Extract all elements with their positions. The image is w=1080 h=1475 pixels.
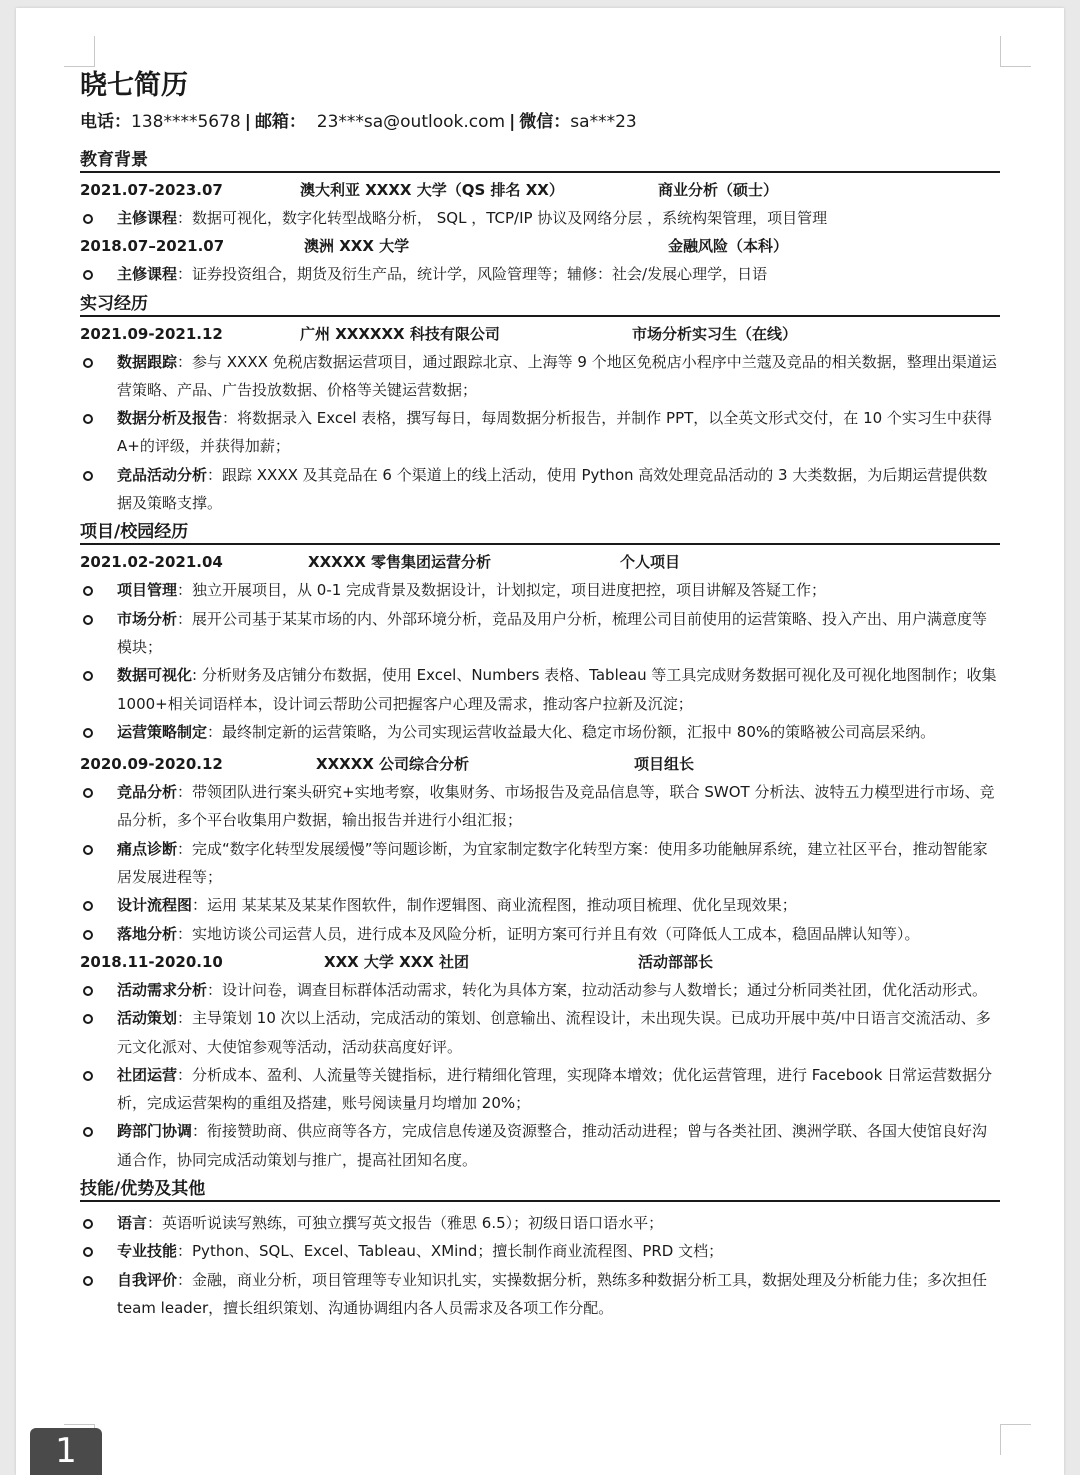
separator: |	[244, 112, 251, 132]
resume-title: 晓七简历	[80, 70, 188, 101]
item-label: 跨部门协调	[117, 1122, 193, 1141]
bullet-list	[80, 576, 1000, 746]
entry-date: 2018.07–2021.07	[80, 237, 225, 256]
list-item	[80, 976, 1000, 1004]
item-label: 活动需求分析	[117, 980, 208, 999]
item-label: 竞品活动分析	[117, 465, 208, 484]
list-item	[80, 1004, 1000, 1061]
entry-organization: 广州 XXXXXX 科技有限公司	[300, 324, 500, 343]
entry-role: 市场分析实习生（在线）	[632, 324, 798, 343]
item-text: ：设计问卷，调查目标群体活动需求，转化为具体方案，拉动活动参与人数增长；通过分析同类社团，优化活动形式。	[207, 980, 988, 999]
bullet-icon	[83, 788, 93, 798]
list-item	[80, 1209, 1000, 1237]
margin-corner-mark	[1000, 1424, 1031, 1455]
section-title-internship: 实习经历	[80, 289, 1000, 317]
item-label: 运营策略制定	[117, 722, 208, 741]
list-item	[80, 891, 1000, 919]
bullet-icon	[83, 214, 93, 224]
bullet-icon	[83, 845, 93, 855]
list-item	[80, 576, 1000, 604]
list-item	[80, 718, 1000, 746]
bullet-icon	[83, 1276, 93, 1286]
bullet-icon	[83, 471, 93, 481]
item-text: ：将数据录入 Excel 表格，撰写每日，每周数据分析报告，并制作 PPT，以全英文形式交付，在 10 个实习生中获得 A+的评级，并获得加薪；	[117, 409, 992, 456]
wechat-label: 微信：	[519, 112, 571, 132]
entry-header	[80, 232, 1000, 260]
bullet-icon	[83, 1014, 93, 1024]
item-label: 专业技能	[117, 1242, 178, 1261]
bullet-list	[80, 348, 1000, 518]
item-label: 市场分析	[117, 609, 178, 628]
contact-line	[80, 109, 1000, 135]
item-label: 自我评价	[117, 1270, 178, 1289]
item-text: ：金融，商业分析，项目管理等专业知识扎实，实操数据分析，熟练多种数据分析工具，数据处理及分析能力佳；多次担任 team leader，擅长组织策划、沟通协调组内各人员需求及各项工作分配。	[117, 1270, 988, 1317]
item-text: : 分析财务及店铺分布数据，使用 Excel、Numbers 表格、Tableau 等工具完成财务数据可视化及可视化地图制作；收集 1000+相关词语样本，设计词云帮助公司把握客户心理及需求，推动客户拉新及沉淀；	[117, 666, 997, 713]
list-item	[80, 260, 1000, 288]
entry-organization: 澳大利亚 XXXX 大学（QS 排名 XX）	[300, 181, 564, 199]
entry-date: 2021.09-2021.12	[80, 324, 223, 343]
item-label: 语言	[117, 1214, 148, 1233]
entry-header	[80, 548, 1000, 576]
entry-role: 项目组长	[634, 755, 695, 774]
entry-date: 2021.07-2023.07	[80, 181, 223, 199]
margin-corner-mark	[64, 36, 95, 67]
item-text: ：运用 某某某及某某作图软件，制作逻辑图、商业流程图，推动项目梳理、优化呈现效果；	[192, 896, 797, 915]
list-item	[80, 778, 1000, 835]
list-item	[80, 461, 1000, 518]
item-text: ：独立开展项目，从 0-1 完成背景及数据设计，计划拟定，项目进度把控，项目讲解及答疑工作；	[177, 581, 827, 600]
item-label: 数据跟踪	[117, 352, 178, 371]
section-title-skills: 技能/优势及其他	[80, 1174, 1000, 1202]
page-number-badge[interactable]: 1	[30, 1428, 102, 1475]
entry-role: 金融风险（本科）	[668, 237, 789, 256]
entry-organization: XXXXX 公司综合分析	[316, 755, 470, 774]
entry-organization: XXX 大学 XXX 社团	[324, 952, 470, 971]
bullet-icon	[83, 1247, 93, 1257]
bullet-icon	[83, 1127, 93, 1137]
entry-header	[80, 750, 1000, 778]
item-label: 活动策划	[117, 1009, 178, 1028]
bullet-icon	[83, 1071, 93, 1081]
entry-role: 活动部部长	[638, 952, 714, 971]
list-item	[80, 1061, 1000, 1118]
entry-date: 2020.09-2020.12	[80, 755, 223, 774]
item-label: 数据可视化	[117, 666, 193, 685]
item-label: 社团运营	[117, 1065, 178, 1084]
bullet-list	[80, 204, 1000, 232]
list-item	[80, 204, 1000, 232]
list-item	[80, 605, 1000, 662]
list-item	[80, 404, 1000, 461]
entry-role: 个人项目	[620, 553, 681, 572]
bullet-icon	[83, 270, 93, 280]
bullet-icon	[83, 901, 93, 911]
bullet-icon	[83, 930, 93, 940]
item-label: 落地分析	[117, 924, 178, 943]
phone-value: 138****5678	[131, 112, 241, 132]
item-text: ：实地访谈公司运营人员，进行成本及风险分析，证明方案可行并且有效（可降低人工成本，稳固品牌认知等）。	[177, 924, 920, 943]
section-title-projects: 项目/校园经历	[80, 517, 1000, 545]
item-text: ：Python、SQL、Excel、Tableau、XMind；擅长制作商业流程图、PRD 文档；	[177, 1242, 724, 1261]
separator: |	[509, 112, 516, 132]
bullet-icon	[83, 728, 93, 738]
item-text: ：完成“数字化转型发展缓慢”等问题诊断，为宜家制定数字化转型方案：使用多功能触屏系统，建立社区平台，推动智能家居发展进程等；	[117, 839, 988, 887]
item-text: ：主导策划 10 次以上活动，完成活动的策划、创意输出、流程设计，未出现失误。已成功开展中英/中日语言交流活动、多元文化派对、大使馆参观等活动，活动获高度好评。	[117, 1009, 991, 1056]
section-title-education: 教育背景	[80, 145, 1000, 173]
entry-role: 商业分析（硕士）	[658, 181, 779, 199]
bullet-icon	[83, 414, 93, 424]
entry-header	[80, 948, 1000, 976]
item-text: ：分析成本、盈利、人流量等关键指标，进行精细化管理，实现降本增效；优化运营管理，进行 Facebook 日常运营数据分析，完成运营架构的重组及搭建，账号阅读量月均增加 20%；	[117, 1065, 993, 1113]
resume-content	[80, 68, 1000, 1322]
item-label: 竞品分析	[117, 783, 178, 802]
list-item	[80, 1266, 1000, 1323]
item-text: ：参与 XXXX 免税店数据运营项目，通过跟踪北京、上海等 9 个地区免税店小程序中兰蔻及竞品的相关数据，整理出渠道运营策略、产品、广告投放数据、价格等关键运营数据；	[117, 352, 997, 399]
list-item	[80, 920, 1000, 948]
document-page	[16, 8, 1064, 1475]
bullet-list	[80, 976, 1000, 1174]
bullet-icon	[83, 1219, 93, 1229]
item-text: ：跟踪 XXXX 及其竞品在 6 个渠道上的线上活动，使用 Python 高效处理竞品活动的 3 大类数据，为后期运营提供数据及策略支撑。	[117, 465, 988, 513]
item-label: 主修课程	[117, 209, 178, 227]
item-text: ：展开公司基于某某市场的内、外部环境分析，竞品及用户分析，梳理公司目前使用的运营策略、投入产出、用户满意度等模块；	[117, 609, 988, 656]
bullet-icon	[83, 586, 93, 596]
list-item	[80, 348, 1000, 405]
bullet-icon	[83, 986, 93, 996]
margin-corner-mark	[1000, 36, 1031, 67]
list-item	[80, 1237, 1000, 1265]
item-text: ：衔接赞助商、供应商等各方，完成信息传递及资源整合，推动活动进程；曾与各类社团、澳洲学联、各国大使馆良好沟通合作，协同完成活动策划与推广，提高社团知名度。	[117, 1122, 988, 1169]
phone-label: 电话：	[80, 112, 131, 132]
item-label: 主修课程	[117, 265, 178, 284]
item-text: ：数据可视化，数字化转型战略分析， SQL ，TCP/IP 协议及网络分层 ，系统构架管理，项目管理	[177, 209, 828, 227]
wechat-value: sa***23	[570, 112, 637, 132]
email-label: 邮箱：	[254, 112, 306, 132]
bullet-icon	[83, 358, 93, 368]
bullet-icon	[83, 615, 93, 625]
entry-date: 2018.11-2020.10	[80, 952, 223, 971]
list-item	[80, 835, 1000, 892]
list-item	[80, 1117, 1000, 1174]
item-text: ：英语听说读写熟练，可独立撰写英文报告（雅思 6.5）；初级日语口语水平；	[147, 1214, 664, 1233]
entry-header	[80, 176, 1000, 204]
item-label: 痛点诊断	[117, 839, 178, 858]
item-text: ：带领团队进行案头研究+实地考察，收集财务、市场报告及竞品信息等，联合 SWOT 分析法、波特五力模型进行市场、竞品分析，多个平台收集用户数据，输出报告并进行小组汇报；	[117, 783, 995, 830]
bullet-list	[80, 778, 1000, 948]
entry-organization: 澳洲 XXX 大学	[304, 237, 410, 256]
item-text: ：证券投资组合，期货及衍生产品，统计学，风险管理等；辅修：社会/发展心理学，日语	[177, 265, 768, 284]
item-text: ：最终制定新的运营策略，为公司实现运营收益最大化、稳定市场份额，汇报中 80%的策略被公司高层采纳。	[207, 722, 936, 741]
item-label: 项目管理	[117, 581, 178, 600]
entry-organization: XXXXX 零售集团运营分析	[308, 553, 492, 572]
entry-date: 2021.02-2021.04	[80, 553, 223, 572]
list-item	[80, 661, 1000, 718]
bullet-list	[80, 260, 1000, 288]
email-value: 23***sa@outlook.com	[316, 112, 506, 132]
item-label: 设计流程图	[117, 896, 193, 915]
bullet-icon	[83, 671, 93, 681]
entry-header	[80, 320, 1000, 348]
item-label: 数据分析及报告	[117, 409, 223, 428]
bullet-list	[80, 1209, 1000, 1322]
